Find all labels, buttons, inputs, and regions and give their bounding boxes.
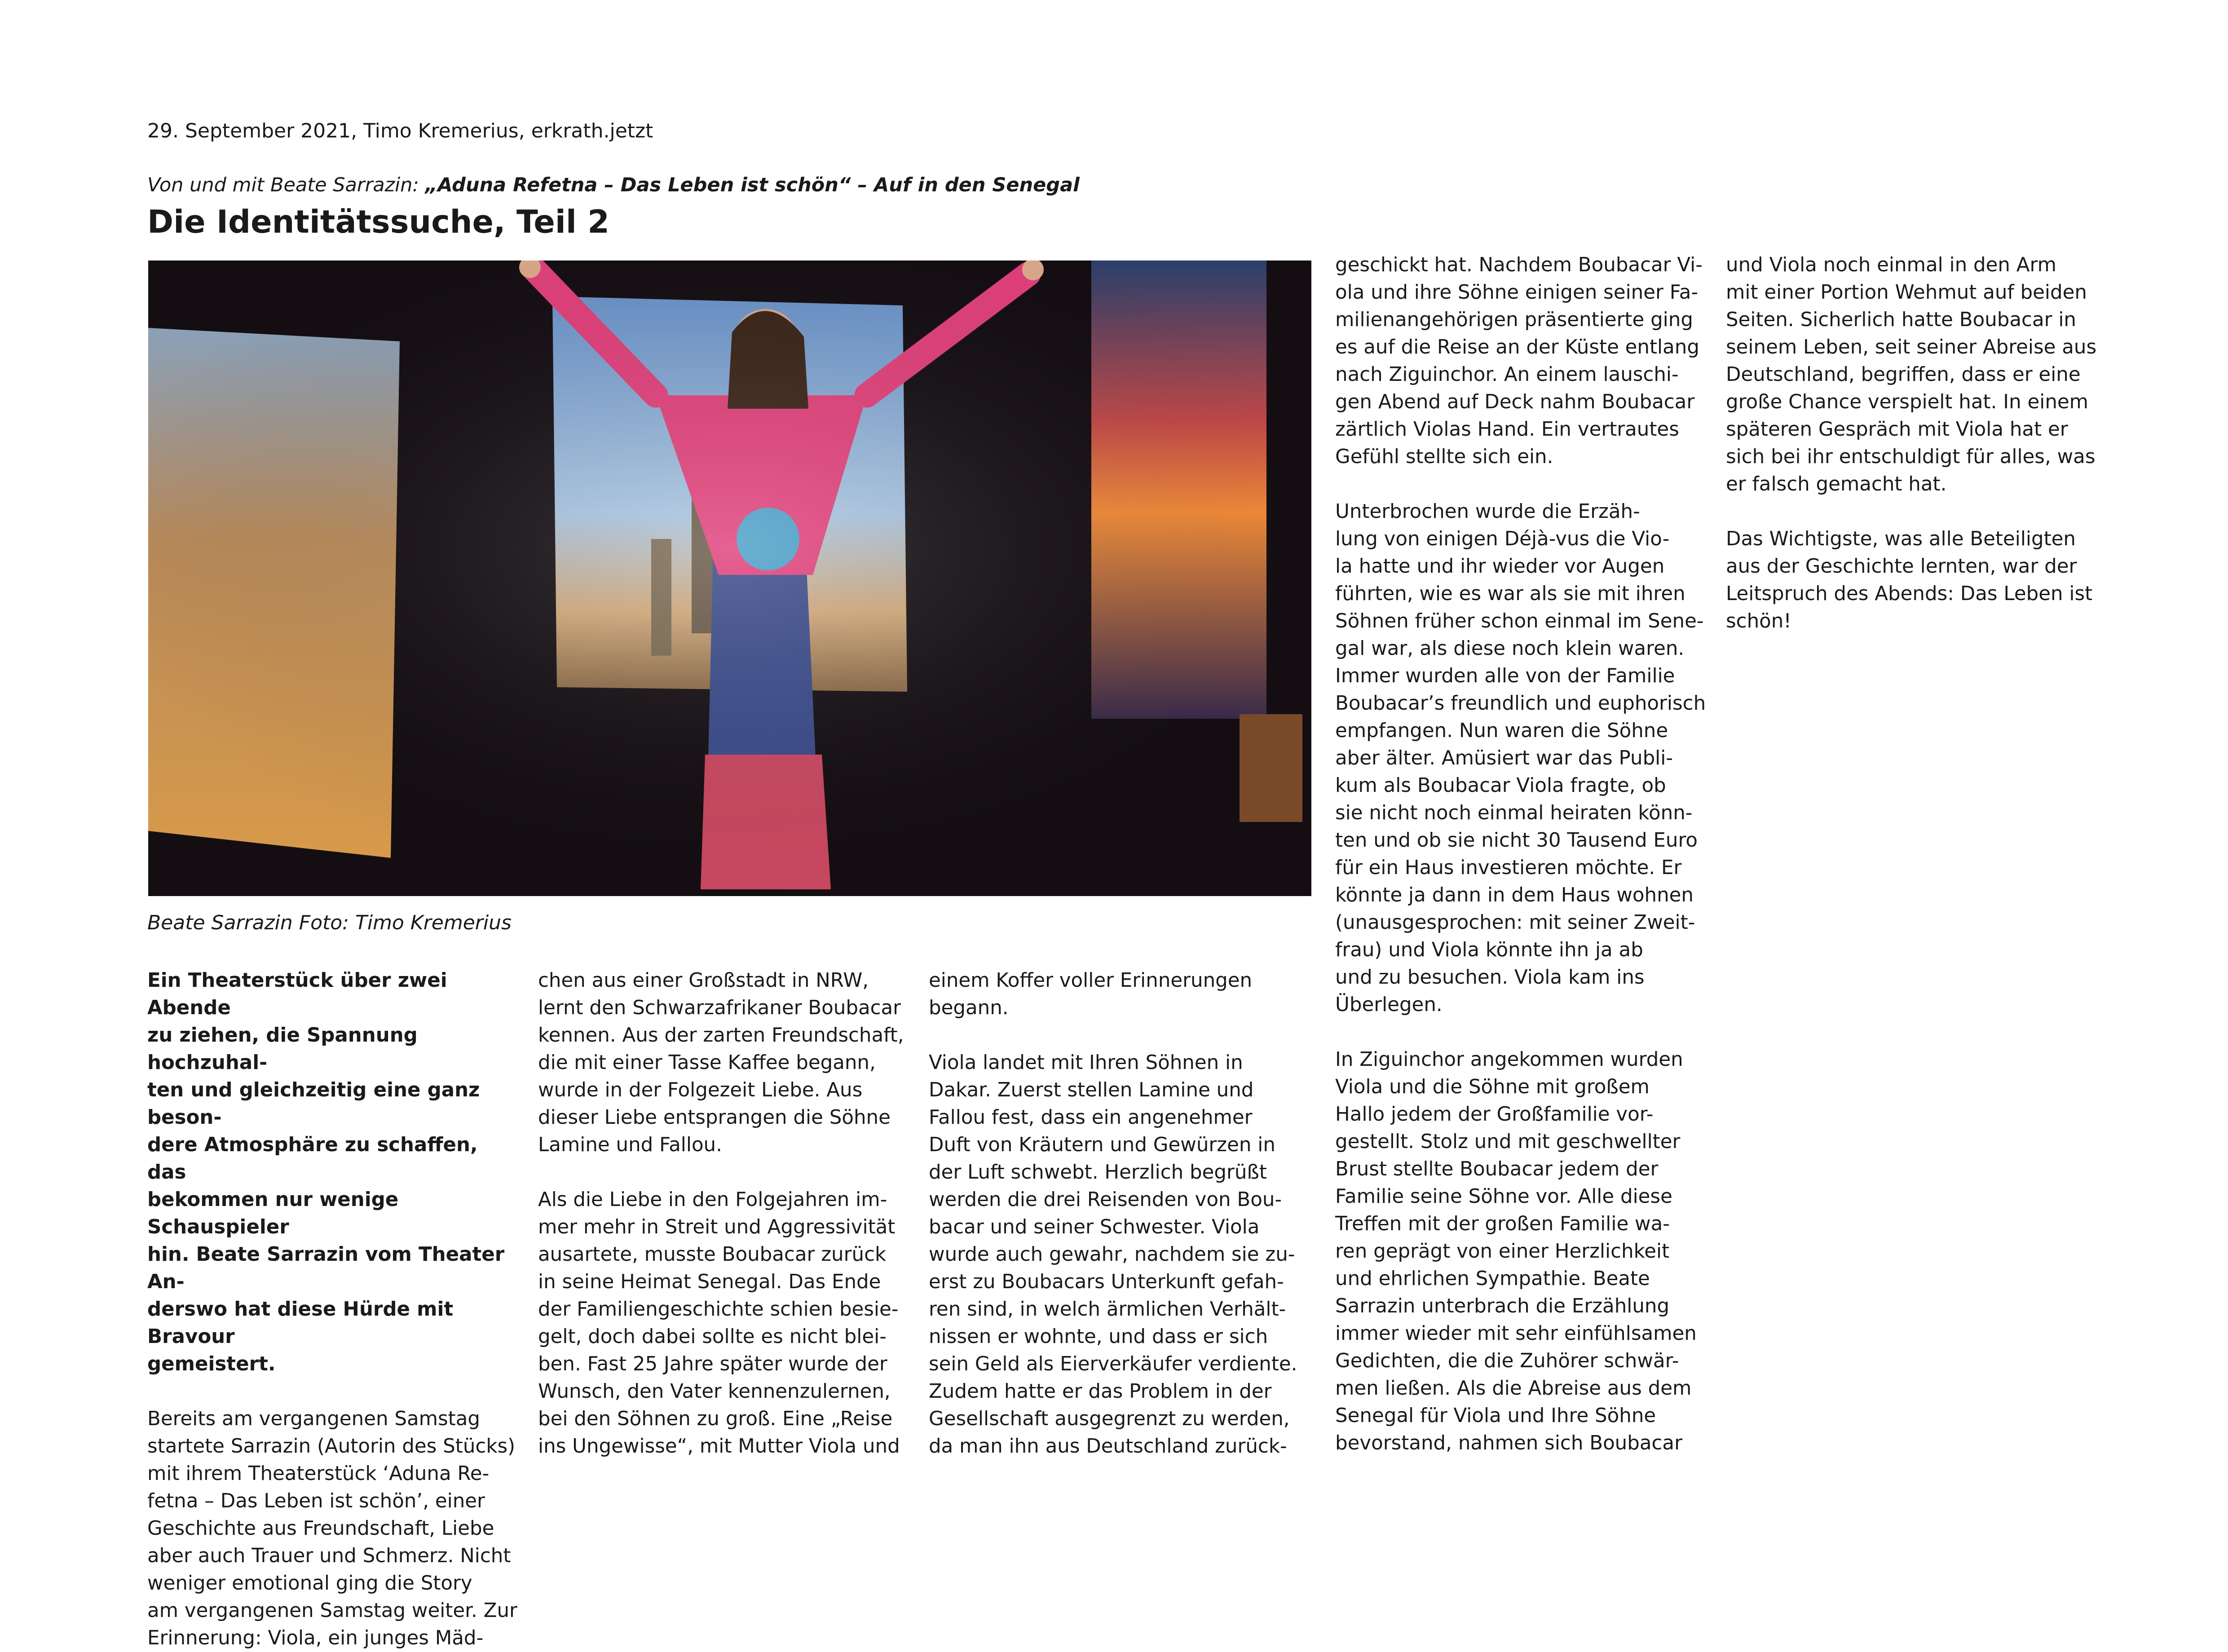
text-line: Viola landet mit Ihren Söhnen in <box>929 1051 1243 1074</box>
text-line: Ein Theaterstück über zwei Abende <box>147 969 447 1019</box>
text-line: gelt, doch dabei sollte es nicht blei- <box>538 1325 887 1348</box>
text-line: da man ihn aus Deutschland zurück- <box>929 1435 1287 1458</box>
text-line: er falsch gemacht hat. <box>1726 473 1947 495</box>
text-line: sie nicht noch einmal heiraten könn- <box>1335 802 1693 824</box>
text-line: milienangehörigen präsentierte ging <box>1335 309 1693 331</box>
paragraph <box>1335 1046 1712 1457</box>
text-line: sein Geld als Eierverkäufer verdiente. <box>929 1353 1297 1375</box>
text-line: gal war, als diese noch klein waren. <box>1335 637 1685 660</box>
text-line: dere Atmosphäre zu schaffen, das <box>147 1134 478 1184</box>
paragraph <box>538 1186 911 1460</box>
text-line: lung von einigen Déjà-vus die Vio- <box>1335 528 1670 550</box>
text-line: gemeistert. <box>147 1353 276 1375</box>
text-line: werden die drei Reisenden von Bou- <box>929 1188 1282 1211</box>
text-line: erst zu Boubacars Unterkunft gefah- <box>929 1271 1284 1293</box>
text-line: Bereits am vergangenen Samstag <box>147 1408 480 1430</box>
text-line: ren geprägt von einer Herzlichkeit <box>1335 1240 1670 1263</box>
text-line: lernt den Schwarzafrikaner Boubacar <box>538 997 901 1019</box>
text-line: Unterbrochen wurde die Erzäh- <box>1335 500 1640 523</box>
text-line: In Ziguinchor angekommen wurden <box>1335 1048 1683 1071</box>
text-line: Viola und die Söhne mit großem <box>1335 1076 1650 1098</box>
paragraph <box>1726 526 2103 635</box>
text-line: wurde in der Folgezeit Liebe. Aus <box>538 1079 863 1101</box>
text-line: große Chance verspielt hat. In einem <box>1726 391 2089 413</box>
text-line: Überlegen. <box>1335 994 1443 1016</box>
text-line: ola und ihre Söhne einigen seiner Fa- <box>1335 281 1699 304</box>
text-line: Immer wurden alle von der Familie <box>1335 665 1675 687</box>
paragraph <box>929 967 1306 1022</box>
text-line: Treffen mit der großen Familie wa- <box>1335 1213 1670 1235</box>
text-line: Gedichten, die die Zuhörer schwär- <box>1335 1350 1679 1372</box>
text-line: Gesellschaft ausgegrenzt zu werden, <box>929 1408 1290 1430</box>
text-line: einem Koffer voller Erinnerungen <box>929 969 1253 992</box>
kicker-prefix: Von und mit Beate Sarrazin: <box>147 174 425 196</box>
text-line: mit ihrem Theaterstück ‘Aduna Re- <box>147 1462 490 1485</box>
text-line: immer wieder mit sehr einfühlsamen <box>1335 1322 1697 1345</box>
text-line: Senegal für Viola und Ihre Söhne <box>1335 1405 1656 1427</box>
text-line: ins Ungewisse“, mit Mutter Viola und <box>538 1435 900 1458</box>
text-line: könnte ja dann in dem Haus wohnen <box>1335 884 1694 906</box>
kicker-title: „Aduna Refetna – Das Leben ist schön“ – Auf in den Senegal <box>425 174 1080 196</box>
text-line: es auf die Reise an der Küste entlang <box>1335 336 1699 358</box>
text-line: und Viola noch einmal in den Arm <box>1726 254 2057 276</box>
text-line: Deutschland, begriffen, dass er eine <box>1726 363 2081 386</box>
text-line: der Luft schwebt. Herzlich begrüßt <box>929 1161 1267 1184</box>
photo-caption: Beate Sarrazin Foto: Timo Kremerius <box>147 911 512 934</box>
text-line: seinem Leben, seit seiner Abreise aus <box>1726 336 2097 358</box>
text-line: späteren Gespräch mit Viola hat er <box>1726 418 2068 441</box>
text-line: kum als Boubacar Viola fragte, ob <box>1335 774 1666 797</box>
article-photo <box>148 261 1311 896</box>
text-line: Geschichte aus Freundschaft, Liebe <box>147 1517 494 1540</box>
text-line: Gefühl stellte sich ein. <box>1335 446 1553 468</box>
text-line: Hallo jedem der Großfamilie vor- <box>1335 1103 1654 1126</box>
text-line: der Familiengeschichte schien besie- <box>538 1298 899 1321</box>
text-line: aber auch Trauer und Schmerz. Nicht <box>147 1545 511 1567</box>
text-line: Wunsch, den Vater kennenzulernen, <box>538 1380 891 1403</box>
text-line: begann. <box>929 997 1009 1019</box>
text-line: zu ziehen, die Spannung hochzuhal- <box>147 1024 418 1074</box>
paragraph <box>1335 252 1712 471</box>
text-line: derswo hat diese Hürde mit Bravour <box>147 1298 454 1348</box>
text-line: ben. Fast 25 Jahre später wurde der <box>538 1353 887 1375</box>
text-line: Seiten. Sicherlich hatte Boubacar in <box>1726 309 2076 331</box>
text-line: bei den Söhnen zu groß. Eine „Reise <box>538 1408 893 1430</box>
text-line: (unausgesprochen: mit seiner Zweit- <box>1335 911 1695 934</box>
text-line: men ließen. Als die Abreise aus dem <box>1335 1377 1692 1400</box>
text-line: geschickt hat. Nachdem Boubacar Vi- <box>1335 254 1703 276</box>
text-line: und zu besuchen. Viola kam ins <box>1335 966 1645 989</box>
text-line: Lamine und Fallou. <box>538 1134 722 1156</box>
text-line: ten und gleichzeitig eine ganz beson- <box>147 1079 480 1129</box>
text-line: weniger emotional ging die Story <box>147 1572 472 1595</box>
text-line: ren sind, in welch ärmlichen Verhält- <box>929 1298 1286 1321</box>
text-line: schön! <box>1726 610 1791 632</box>
text-line: bekommen nur wenige Schauspieler <box>147 1188 399 1238</box>
text-line: Dakar. Zuerst stellen Lamine und <box>929 1079 1254 1101</box>
article-column-3 <box>929 967 1306 1460</box>
paragraph <box>147 1405 520 1652</box>
text-line: und ehrlichen Sympathie. Beate <box>1335 1268 1650 1290</box>
text-line: gen Abend auf Deck nahm Boubacar <box>1335 391 1695 413</box>
text-line: wurde auch gewahr, nachdem sie zu- <box>929 1243 1295 1266</box>
paragraph <box>147 967 520 1378</box>
article-column-1 <box>147 967 520 1652</box>
text-line: mer mehr in Streit und Aggressivität <box>538 1216 896 1238</box>
dateline: 29. September 2021, Timo Kremerius, erkrath.jetzt <box>147 119 653 142</box>
text-line: die mit einer Tasse Kaffee begann, <box>538 1051 876 1074</box>
text-line: fetna – Das Leben ist schön’, einer <box>147 1490 485 1512</box>
text-line: Fallou fest, dass ein angenehmer <box>929 1106 1253 1129</box>
text-line: für ein Haus investieren möchte. Er <box>1335 857 1682 879</box>
text-line: Boubacar’s freundlich und euphorisch <box>1335 692 1706 715</box>
text-line: Als die Liebe in den Folgejahren im- <box>538 1188 887 1211</box>
text-line: Söhnen früher schon einmal im Sene- <box>1335 610 1704 632</box>
text-line: Leitspruch des Abends: Das Leben ist <box>1726 583 2093 605</box>
text-line: sich bei ihr entschuldigt für alles, was <box>1726 446 2096 468</box>
text-line: la hatte und ihr wieder vor Augen <box>1335 555 1665 578</box>
article-column-2 <box>538 967 911 1460</box>
stage-photo <box>148 261 1311 896</box>
text-line: gestellt. Stolz und mit geschwellter <box>1335 1131 1681 1153</box>
text-line: Familie seine Söhne vor. Alle diese <box>1335 1185 1672 1208</box>
text-line: aber älter. Amüsiert war das Publi- <box>1335 747 1673 769</box>
paragraph <box>1335 498 1712 1019</box>
text-line: frau) und Viola könnte ihn ja ab <box>1335 939 1643 961</box>
text-line: Zudem hatte er das Problem in der <box>929 1380 1272 1403</box>
paragraph <box>929 1049 1306 1460</box>
text-line: hin. Beate Sarrazin vom Theater An- <box>147 1243 505 1293</box>
paragraph <box>1726 252 2103 498</box>
text-line: ten und ob sie nicht 30 Tausend Euro <box>1335 829 1698 852</box>
text-line: Das Wichtigste, was alle Beteiligten <box>1726 528 2076 550</box>
text-line: chen aus einer Großstadt in NRW, <box>538 969 869 992</box>
text-line: aus der Geschichte lernten, war der <box>1726 555 2077 578</box>
text-line: Sarrazin unterbrach die Erzählung <box>1335 1295 1670 1317</box>
headline: Die Identitätssuche, Teil 2 <box>147 203 609 240</box>
text-line: Duft von Kräutern und Gewürzen in <box>929 1134 1275 1156</box>
article-column-4 <box>1335 252 1712 1457</box>
text-line: nissen er wohnte, und dass er sich <box>929 1325 1268 1348</box>
text-line: führten, wie es war als sie mit ihren <box>1335 583 1685 605</box>
text-line: startete Sarrazin (Autorin des Stücks) <box>147 1435 516 1458</box>
text-line: zärtlich Violas Hand. Ein vertrautes <box>1335 418 1679 441</box>
text-line: kennen. Aus der zarten Freundschaft, <box>538 1024 904 1047</box>
text-line: nach Ziguinchor. An einem lauschi- <box>1335 363 1679 386</box>
text-line: bacar und seiner Schwester. Viola <box>929 1216 1260 1238</box>
text-line: mit einer Portion Wehmut auf beiden <box>1726 281 2087 304</box>
text-line: am vergangenen Samstag weiter. Zur <box>147 1599 517 1622</box>
text-line: ausartete, musste Boubacar zurück <box>538 1243 887 1266</box>
text-line: in seine Heimat Senegal. Das Ende <box>538 1271 881 1293</box>
text-line: dieser Liebe entsprangen die Söhne <box>538 1106 891 1129</box>
paragraph <box>538 967 911 1159</box>
text-line: empfangen. Nun waren die Söhne <box>1335 720 1668 742</box>
text-line: Erinnerung: Viola, ein junges Mäd- <box>147 1627 484 1649</box>
article-column-5 <box>1726 252 2103 635</box>
text-line: Brust stellte Boubacar jedem der <box>1335 1158 1659 1180</box>
kicker <box>147 172 1080 199</box>
text-line: bevorstand, nahmen sich Boubacar <box>1335 1432 1682 1454</box>
